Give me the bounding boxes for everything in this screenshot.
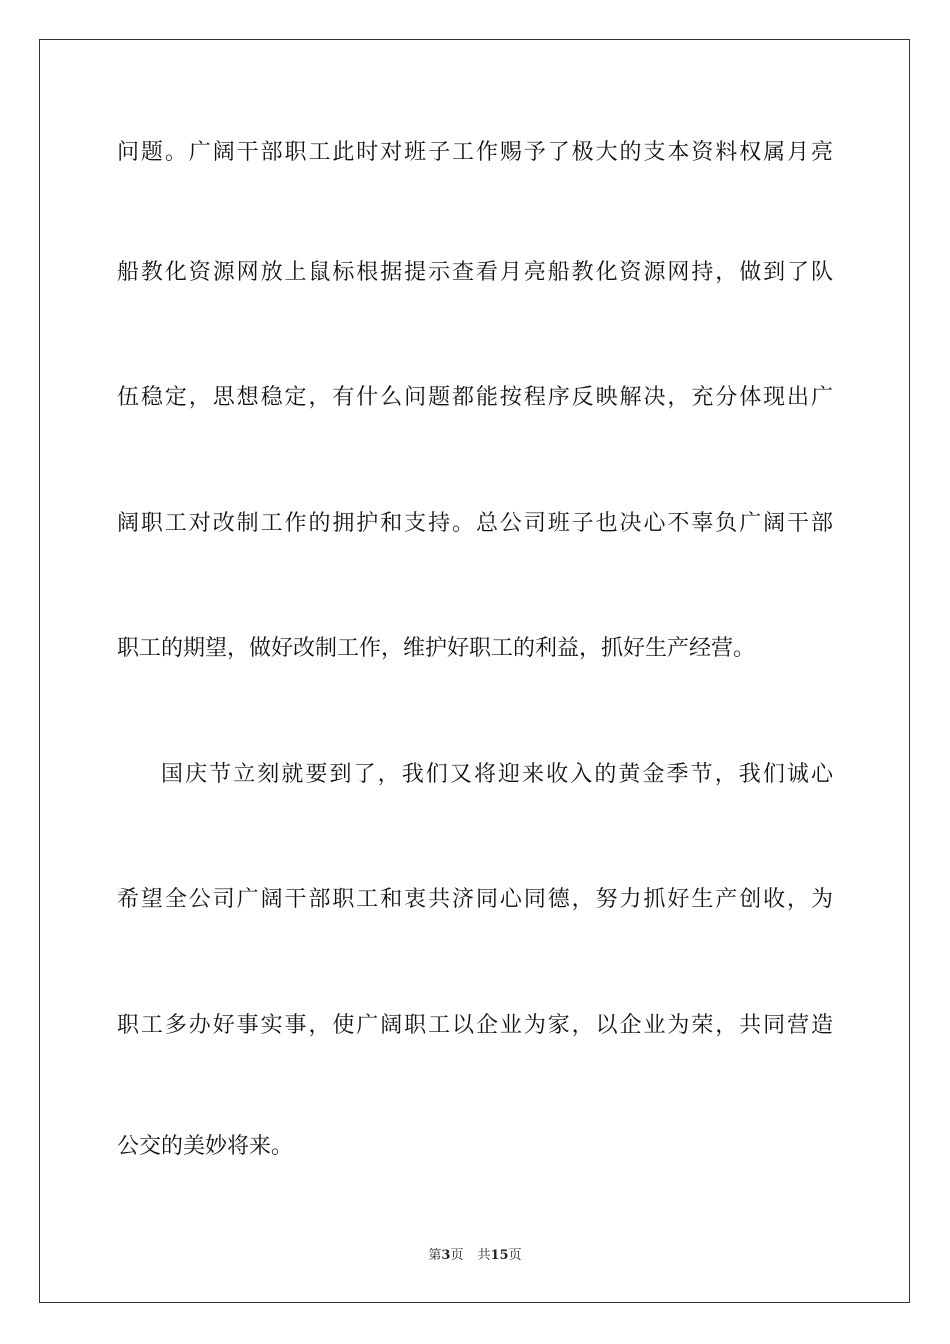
- body-text-line-1: 问题。广阔干部职工此时对班子工作赐予了极大的支本资料权属月亮: [117, 140, 833, 165]
- page-suffix: 页: [450, 1248, 464, 1263]
- body-text-line-9: 公交的美妙将来。: [117, 1134, 294, 1159]
- body-text-line-6: 国庆节立刻就要到了，我们又将迎来收入的黄金季节，我们诚心: [161, 762, 833, 787]
- body-text-line-7: 希望全公司广阔干部职工和衷共济同心同德，努力抓好生产创收，为: [117, 887, 833, 912]
- total-suffix: 页: [508, 1248, 522, 1263]
- body-text-line-4: 阔职工对改制工作的拥护和支持。总公司班子也决心不辜负广阔干部: [117, 511, 833, 536]
- body-text-line-8: 职工多办好事实事，使广阔职工以企业为家，以企业为荣，共同营造: [117, 1013, 833, 1038]
- body-text-line-3: 伍稳定，思想稳定，有什么问题都能按程序反映解决，充分体现出广: [117, 385, 833, 410]
- current-page-number: 3: [441, 1248, 451, 1263]
- body-text-line-2: 船教化资源网放上鼠标根据提示查看月亮船教化资源网持，做到了队: [117, 260, 833, 285]
- total-prefix: 共: [477, 1248, 491, 1263]
- page-border: [39, 39, 910, 1303]
- total-page-number: 15: [490, 1248, 509, 1263]
- page-footer: [0, 1247, 950, 1265]
- page-prefix: 第: [428, 1248, 442, 1263]
- body-text-line-5: 职工的期望，做好改制工作，维护好职工的利益，抓好生产经营。: [117, 636, 756, 661]
